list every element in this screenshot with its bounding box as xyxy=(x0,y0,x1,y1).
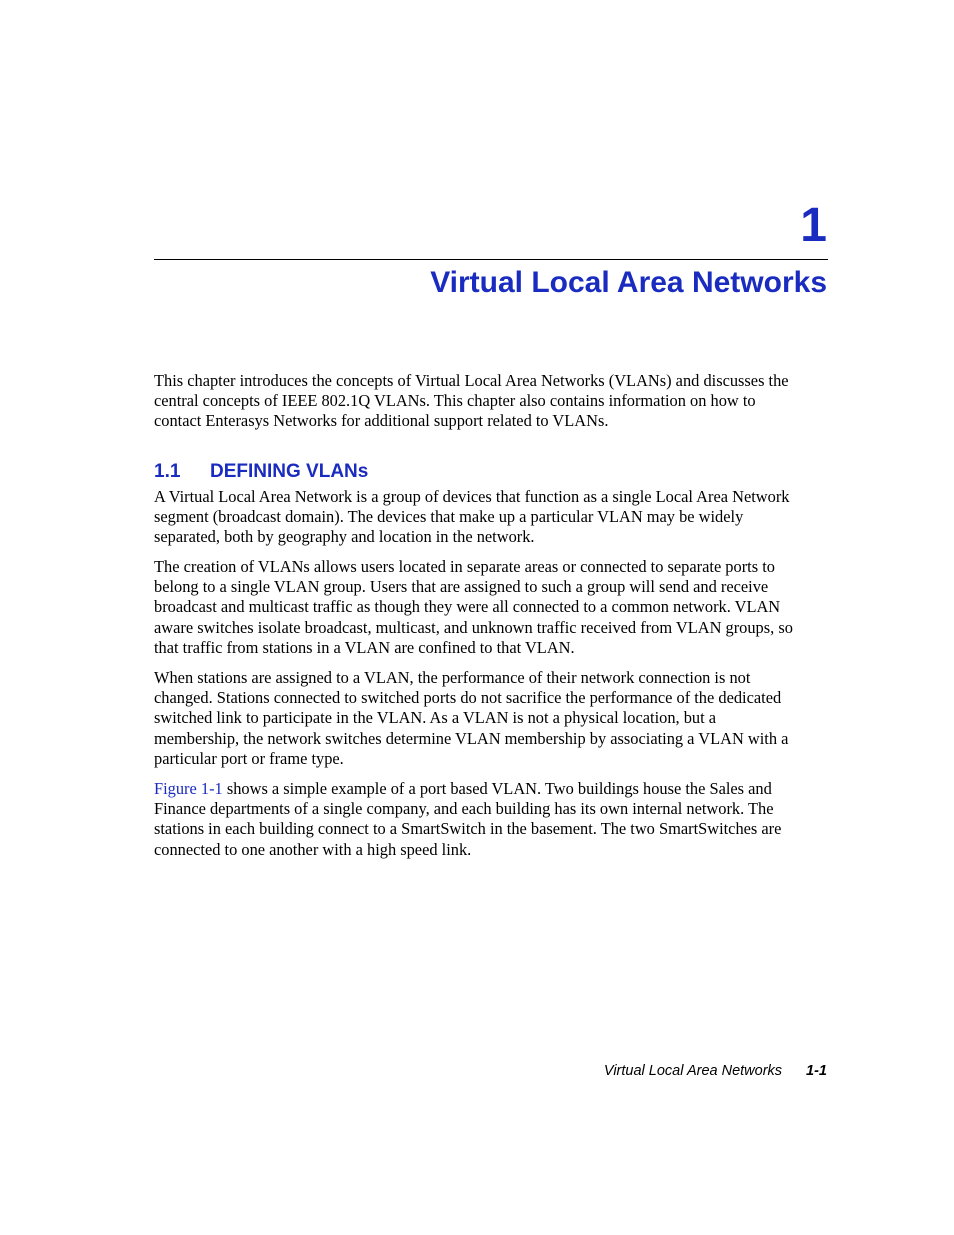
paragraph-line: Finance departments of a single company, and each building has its own internal network. The xyxy=(154,799,774,819)
footer-title: Virtual Local Area Networks xyxy=(603,1063,783,1079)
paragraph-line: changed. Stations connected to switched ports do not sacrifice the performance of the dedicated xyxy=(154,688,782,708)
paragraph-vlan-definition xyxy=(154,487,828,548)
paragraph-line: particular port or frame type. xyxy=(154,748,344,768)
paragraph-line: stations in each building connect to a SmartSwitch in the basement. The two SmartSwitches are xyxy=(154,819,782,839)
section-number: 1.1 xyxy=(154,461,181,482)
paragraph-line: that traffic from stations in a VLAN are confined to that VLAN. xyxy=(154,637,575,657)
chapter-number: 1 xyxy=(800,199,827,252)
page-number: 1-1 xyxy=(806,1063,827,1079)
paragraph-figure-example xyxy=(154,779,828,860)
paragraph-line: separated, both by geography and location in the network. xyxy=(154,527,535,547)
intro-paragraph xyxy=(154,371,828,432)
section-heading xyxy=(154,460,368,484)
paragraph-line: connected to one another with a high speed link. xyxy=(154,839,472,859)
paragraph-line: membership, the network switches determine VLAN membership by associating a VLAN with a xyxy=(154,728,789,748)
paragraph-line: A Virtual Local Area Network is a group of devices that function as a single Local Area Network xyxy=(154,487,790,506)
paragraph-vlan-creation xyxy=(154,557,828,658)
intro-line: This chapter introduces the concepts of Virtual Local Area Networks (VLANs) and discusses the xyxy=(154,371,789,390)
paragraph-line: The creation of VLANs allows users located in separate areas or connected to separate ports to xyxy=(154,557,775,576)
figure-1-1-link[interactable]: Figure 1-1 xyxy=(154,779,223,798)
paragraph-line: belong to a single VLAN group. Users that are assigned to such a group will send and receive xyxy=(154,577,769,597)
page-footer xyxy=(604,1061,827,1081)
paragraph-line: broadcast and multicast traffic as though they were all connected to a common network. VLAN xyxy=(154,597,781,617)
paragraph-line: shows a simple example of a port based VLAN. Two buildings house the Sales and xyxy=(222,779,772,798)
paragraph-line: aware switches isolate broadcast, multicast, and unknown traffic received from VLAN groups, so xyxy=(154,617,793,637)
paragraph-line: When stations are assigned to a VLAN, the performance of their network connection is not xyxy=(154,668,751,687)
paragraph-vlan-performance xyxy=(154,668,828,769)
paragraph-line: switched link to participate in the VLAN. As a VLAN is not a physical location, but a xyxy=(154,708,717,728)
chapter-divider xyxy=(154,259,828,260)
chapter-title: Virtual Local Area Networks xyxy=(430,266,827,299)
paragraph-line: segment (broadcast domain). The devices that make up a particular VLAN may be widely xyxy=(154,507,744,527)
section-title: DEFINING VLANs xyxy=(210,461,369,482)
intro-line: contact Enterasys Networks for additional support related to VLANs. xyxy=(154,411,609,431)
intro-line: central concepts of IEEE 802.1Q VLANs. This chapter also contains information on how to xyxy=(154,391,756,411)
